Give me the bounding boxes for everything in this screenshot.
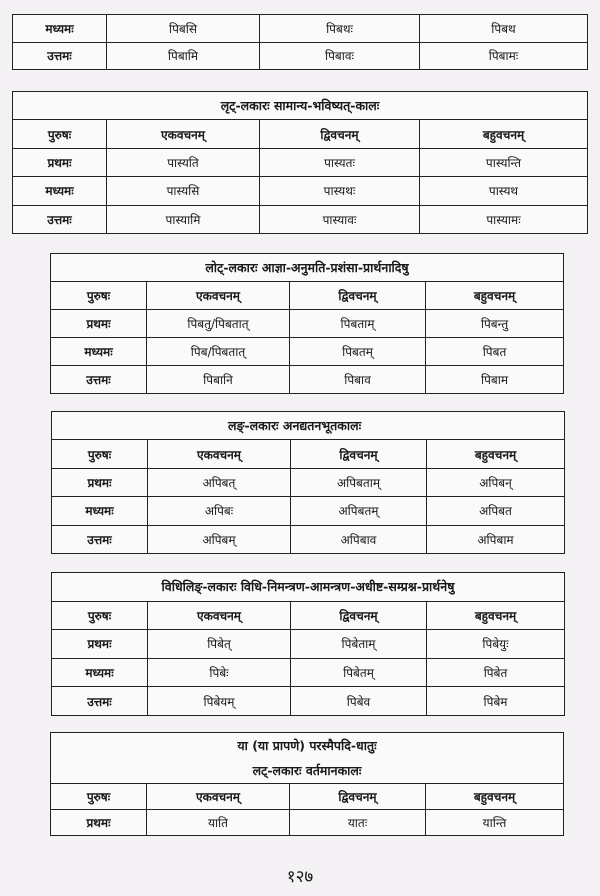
- table-title: लृट्-लकारः सामान्य-भविष्यत्-कालः: [13, 92, 588, 120]
- conjugation-table-lan: [51, 411, 565, 554]
- person-label: प्रथमः: [51, 310, 147, 338]
- conjugation-table-lot: [50, 253, 564, 394]
- table-title-row: [51, 254, 564, 282]
- conjugation-table-lat-continued: [12, 14, 588, 70]
- table-row: [52, 497, 565, 525]
- form-cell: पिबेताम्: [291, 630, 427, 659]
- person-label: उत्तमः: [13, 42, 107, 70]
- form-cell: पास्यथ: [420, 177, 588, 205]
- column-header: द्विवचनम्: [290, 282, 426, 310]
- person-label: प्रथमः: [13, 148, 107, 176]
- column-header: एकवचनम्: [147, 282, 290, 310]
- table-title-row: [52, 412, 565, 440]
- form-cell: अपिबम्: [148, 525, 291, 553]
- column-header: बहुवचनम्: [427, 601, 565, 630]
- form-cell: अपिबत: [427, 497, 565, 525]
- form-cell: पिबत: [426, 338, 564, 366]
- person-label: प्रथमः: [52, 630, 148, 659]
- table-subtitle-row: [51, 758, 564, 783]
- person-label: उत्तमः: [51, 366, 147, 394]
- form-cell: याति: [147, 809, 290, 835]
- form-cell: यान्ति: [426, 809, 564, 835]
- form-cell: पास्यतः: [260, 148, 420, 176]
- column-header: द्विवचनम्: [291, 601, 427, 630]
- table-header-row: [13, 120, 588, 148]
- column-header: एकवचनम्: [107, 120, 260, 148]
- form-cell: अपिबताम्: [291, 468, 427, 496]
- table-title-row: [52, 573, 565, 602]
- form-cell: अपिबत्: [148, 468, 291, 496]
- conjugation-table-vidhiling: [51, 572, 565, 716]
- column-header: बहुवचनम्: [426, 282, 564, 310]
- form-cell: पास्यामि: [107, 205, 260, 233]
- form-cell: पिबाव: [290, 366, 426, 394]
- form-cell: पिबाम: [426, 366, 564, 394]
- table-row: [52, 525, 565, 553]
- column-header: पुरुषः: [52, 440, 148, 468]
- form-cell: अपिबाव: [291, 525, 427, 553]
- person-label: मध्यमः: [52, 658, 148, 687]
- person-label: मध्यमः: [52, 497, 148, 525]
- form-cell: पास्यसि: [107, 177, 260, 205]
- table-row: [51, 310, 564, 338]
- form-cell: पिबतम्: [290, 338, 426, 366]
- table-row: [13, 42, 588, 70]
- form-cell: पिबेयुः: [427, 630, 565, 659]
- person-label: मध्यमः: [13, 177, 107, 205]
- column-header: पुरुषः: [52, 601, 148, 630]
- form-cell: पिबावः: [260, 42, 420, 70]
- column-header: पुरुषः: [51, 282, 147, 310]
- table-title-row: [51, 733, 564, 758]
- table-title: लोट्-लकारः आज्ञा-अनुमति-प्रशंसा-प्रार्थनादिषु: [51, 254, 564, 282]
- table-title-row: [13, 92, 588, 120]
- form-cell: पिबेयम्: [148, 687, 291, 716]
- form-cell: पिबेम: [427, 687, 565, 716]
- form-cell: पिबेव: [291, 687, 427, 716]
- column-header: बहुवचनम्: [420, 120, 588, 148]
- table-row: [13, 177, 588, 205]
- person-label: उत्तमः: [13, 205, 107, 233]
- form-cell: अपिबः: [148, 497, 291, 525]
- form-cell: पास्यामः: [420, 205, 588, 233]
- table-row: [13, 148, 588, 176]
- form-cell: पिबन्तु: [426, 310, 564, 338]
- person-label: प्रथमः: [52, 468, 148, 496]
- form-cell: पिबेत्: [148, 630, 291, 659]
- form-cell: पिबेतम्: [291, 658, 427, 687]
- page-number: १२७: [286, 867, 314, 887]
- form-cell: पिबामि: [107, 42, 260, 70]
- person-label: प्रथमः: [51, 809, 147, 835]
- table-row: [51, 366, 564, 394]
- form-cell: पिबामः: [420, 42, 588, 70]
- form-cell: अपिबतम्: [291, 497, 427, 525]
- person-label: मध्यमः: [51, 338, 147, 366]
- column-header: पुरुषः: [13, 120, 107, 148]
- column-header: एकवचनम्: [147, 783, 290, 809]
- table-subtitle: लट्-लकारः वर्तमानकालः: [51, 758, 564, 783]
- conjugation-table-lrt: [12, 91, 588, 234]
- table-row: [13, 205, 588, 233]
- form-cell: अपिबाम: [427, 525, 565, 553]
- form-cell: पिबानि: [147, 366, 290, 394]
- table-row: [52, 658, 565, 687]
- form-cell: पिबसि: [107, 15, 260, 43]
- form-cell: पिबथ: [420, 15, 588, 43]
- table-row: [52, 630, 565, 659]
- table-title: लङ्-लकारः अनद्यतनभूतकालः: [52, 412, 565, 440]
- form-cell: पास्यावः: [260, 205, 420, 233]
- column-header: द्विवचनम्: [291, 440, 427, 468]
- form-cell: पास्यन्ति: [420, 148, 588, 176]
- form-cell: पिबेत: [427, 658, 565, 687]
- table-row: [13, 15, 588, 43]
- table-row: [52, 687, 565, 716]
- form-cell: पिबताम्: [290, 310, 426, 338]
- column-header: पुरुषः: [51, 783, 147, 809]
- table-header-row: [51, 282, 564, 310]
- column-header: एकवचनम्: [148, 601, 291, 630]
- person-label: मध्यमः: [13, 15, 107, 43]
- column-header: बहुवचनम्: [427, 440, 565, 468]
- table-row: [51, 338, 564, 366]
- table-row: [52, 468, 565, 496]
- column-header: द्विवचनम्: [290, 783, 426, 809]
- column-header: बहुवचनम्: [426, 783, 564, 809]
- column-header: द्विवचनम्: [260, 120, 420, 148]
- person-label: उत्तमः: [52, 525, 148, 553]
- form-cell: पिबेः: [148, 658, 291, 687]
- table-header-row: [52, 440, 565, 468]
- table-title: या (या प्रापणे) परस्मैपदि-धातुः: [51, 733, 564, 758]
- column-header: एकवचनम्: [148, 440, 291, 468]
- form-cell: पिब/पिबतात्: [147, 338, 290, 366]
- form-cell: यातः: [290, 809, 426, 835]
- table-header-row: [52, 601, 565, 630]
- table-row: [51, 809, 564, 835]
- conjugation-table-ya-dhatu: [50, 732, 564, 836]
- table-title: विधिलिङ्-लकारः विधि-निमन्त्रण-आमन्त्रण-अधीष्ट-सम्प्रश्न-प्रार्थनेषु: [52, 573, 565, 602]
- form-cell: पिबतु/पिबतात्: [147, 310, 290, 338]
- form-cell: अपिबन्: [427, 468, 565, 496]
- form-cell: पास्यथः: [260, 177, 420, 205]
- form-cell: पिबथः: [260, 15, 420, 43]
- table-header-row: [51, 783, 564, 809]
- form-cell: पास्यति: [107, 148, 260, 176]
- person-label: उत्तमः: [52, 687, 148, 716]
